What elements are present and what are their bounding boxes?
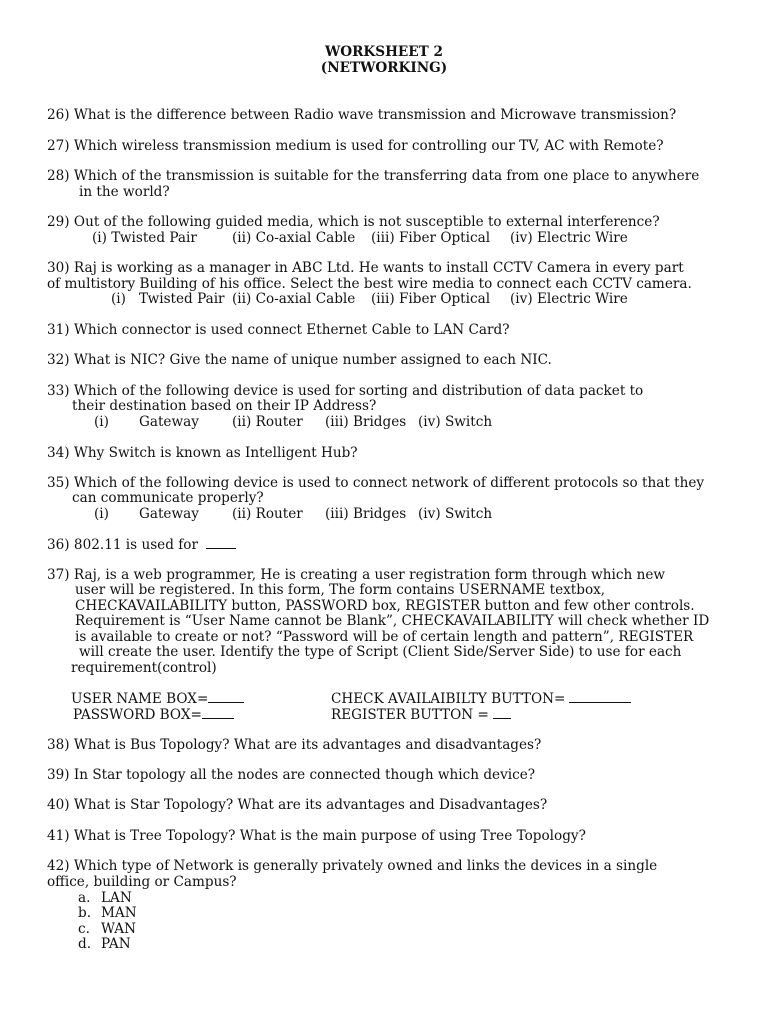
answer-blank <box>202 706 234 719</box>
worksheet-title: WORKSHEET 2 <box>325 44 443 60</box>
question-30-line2: of multistory Building of his office. Select the best wire media to connect each CCTV camera. <box>47 276 692 292</box>
q37-register-row <box>331 706 511 723</box>
answer-blank <box>208 690 244 703</box>
question-37-line5: is available to create or not? “Password will be of certain length and pattern”, REGISTER <box>75 629 694 645</box>
q42-option-letter: d. <box>78 936 92 952</box>
question-28: 28) Which of the transmission is suitable for the transferring data from one place to anywhere <box>47 168 700 184</box>
q42-option-text: WAN <box>101 921 137 937</box>
q35-option: Gateway <box>139 506 199 522</box>
question-29: 29) Out of the following guided media, which is not susceptible to external interference? <box>47 214 660 230</box>
q33-option: (ii) Router <box>232 414 303 430</box>
q30-option: Twisted Pair <box>139 291 225 307</box>
q37-check-row <box>331 690 631 707</box>
q37-username-label: USER NAME BOX= <box>71 691 209 707</box>
q30-option: (ii) Co-axial Cable <box>232 291 356 307</box>
q37-check-label: CHECK AVAILAIBILTY BUTTON= <box>331 691 566 707</box>
q37-password-label: PASSWORD BOX= <box>73 707 202 723</box>
q35-option: (iii) Bridges <box>325 506 407 522</box>
question-26: 26) What is the difference between Radio wave transmission and Microwave transmission? <box>47 107 677 123</box>
answer-blank <box>206 536 236 549</box>
q29-option: (iv) Electric Wire <box>510 230 628 246</box>
question-34: 34) Why Switch is known as Intelligent Hub? <box>47 445 358 461</box>
question-38: 38) What is Bus Topology? What are its advantages and disadvantages? <box>47 737 542 753</box>
question-28-line2: in the world? <box>79 184 170 200</box>
q42-option-letter: c. <box>78 921 90 937</box>
q33-option: (i) <box>94 414 109 430</box>
q30-option: (iii) Fiber Optical <box>371 291 491 307</box>
question-39: 39) In Star topology all the nodes are connected though which device? <box>47 767 536 783</box>
question-42: 42) Which type of Network is generally privately owned and links the devices in a single <box>47 858 658 874</box>
q37-register-label: REGISTER BUTTON = <box>331 707 489 723</box>
q30-option: (i) <box>111 291 126 307</box>
question-37-line3: CHECKAVAILABILITY button, PASSWORD box, REGISTER button and few other controls. <box>75 598 695 614</box>
question-37: 37) Raj, is a web programmer, He is creating a user registration form through which new <box>47 567 666 583</box>
q29-option: (ii) Co-axial Cable <box>232 230 356 246</box>
q42-option-text: LAN <box>101 890 132 906</box>
question-37-line7: requirement(control) <box>71 660 217 676</box>
q33-option: (iv) Switch <box>418 414 493 430</box>
q33-option: (iii) Bridges <box>325 414 407 430</box>
question-33-line2: their destination based on their IP Address? <box>72 398 377 414</box>
q33-option: Gateway <box>139 414 199 430</box>
question-35: 35) Which of the following device is used to connect network of different protocols so that they <box>47 475 705 491</box>
question-32: 32) What is NIC? Give the name of unique number assigned to each NIC. <box>47 352 552 368</box>
q42-option-text: PAN <box>101 936 131 952</box>
question-40: 40) What is Star Topology? What are its advantages and Disadvantages? <box>47 797 548 813</box>
q42-option-letter: b. <box>78 905 92 921</box>
answer-blank <box>493 706 511 719</box>
question-27: 27) Which wireless transmission medium is used for controlling our TV, AC with Remote? <box>47 138 664 154</box>
question-37-line2: user will be registered. In this form, The form contains USERNAME textbox, <box>75 582 606 598</box>
question-35-line2: can communicate properly? <box>72 490 264 506</box>
worksheet-subtitle: (NETWORKING) <box>320 60 448 76</box>
q42-option-letter: a. <box>78 890 91 906</box>
question-37-line4: Requirement is “User Name cannot be Blank”, CHECKAVAILABILITY will check whether ID <box>75 613 710 629</box>
question-31: 31) Which connector is used connect Ethernet Cable to LAN Card? <box>47 322 510 338</box>
q29-option: (i) Twisted Pair <box>92 230 197 246</box>
question-36-text: 36) 802.11 is used for <box>47 537 198 553</box>
q30-option: (iv) Electric Wire <box>510 291 628 307</box>
answer-blank <box>569 690 631 703</box>
question-36 <box>47 536 236 553</box>
q35-option: (iv) Switch <box>418 506 493 522</box>
q37-password-row <box>73 706 234 723</box>
q37-username-row <box>71 690 244 707</box>
question-41: 41) What is Tree Topology? What is the main purpose of using Tree Topology? <box>47 828 586 844</box>
question-37-line6: will create the user. Identify the type of Script (Client Side/Server Side) to use for each <box>79 644 682 660</box>
q42-option-text: MAN <box>101 905 137 921</box>
q29-option: (iii) Fiber Optical <box>371 230 491 246</box>
question-30: 30) Raj is working as a manager in ABC Ltd. He wants to install CCTV Camera in every part <box>47 260 684 276</box>
question-33: 33) Which of the following device is used for sorting and distribution of data packet to <box>47 383 644 399</box>
question-42-line2: office, building or Campus? <box>47 874 237 890</box>
q35-option: (i) <box>94 506 109 522</box>
q35-option: (ii) Router <box>232 506 303 522</box>
